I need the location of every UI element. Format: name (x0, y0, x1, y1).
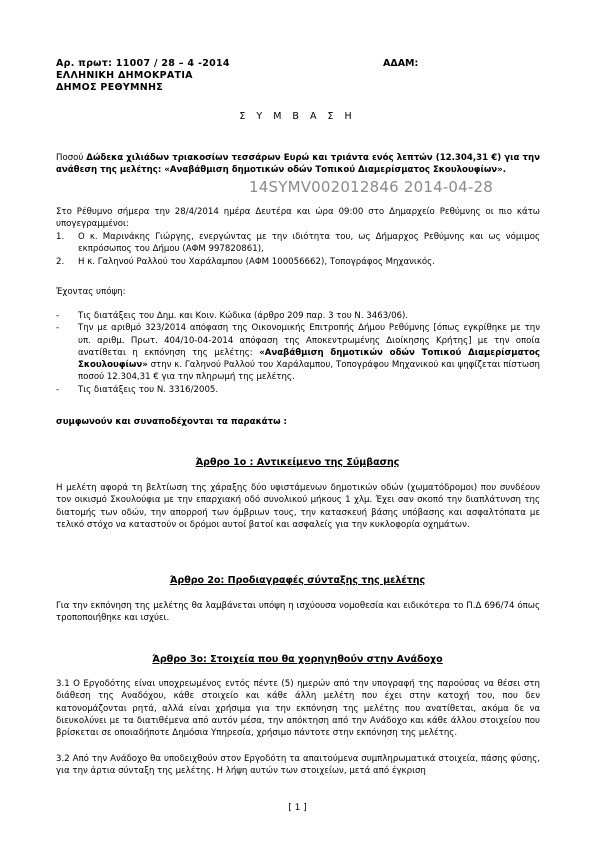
consideration-text: Τις διατάξεις του Δημ. και Κοιν. Κώδικα (άρθρο 209 παρ. 3 του Ν. 3463/06). (78, 311, 409, 321)
amount-paragraph (56, 152, 540, 177)
parties-list (56, 231, 540, 268)
amount-prefix: Ποσού (56, 153, 87, 163)
hellenic-republic: ΕΛΛΗΝΙΚΗ ΔΗΜΟΚΡΑΤΙΑ (56, 70, 193, 81)
article-2-heading: Άρθρο 2ο: Προδιαγραφές σύνταξης της μελέτης (169, 575, 426, 586)
article-3-paragraph-1: 3.1 Ο Εργοδότης είναι υποχρεωμένος εντός πέντε (5) ημερών από την υπογραφή της παρούσας να θέσει στη διάθεση της Αναδόχου, κάθε στοιχείο και κάθε άλλη μελέτη που έχει στην κατοχή του, που δεν κατονομάζονται ρητά, αλλά είναι χρήσιμα για την εκπόνηση της μελέτης που ανατίθεται, ακόμα δε να διευκολύνει με τα διατιθέμενα από αυτόν μέσα, την απόκτηση από την Ανάδοχο και κάθε άλλου στοιχείου που βρίσκεται σε οποιαδήποτε Δημόσια Υπηρεσία, χρήσιμο πάντοτε στην εκπόνηση της μελέτης. (56, 679, 540, 739)
agreement-statement: συμφωνούν και συναποδέχονται τα παρακάτω : (56, 417, 287, 427)
considering-label: Έχοντας υπόψη: (56, 287, 126, 297)
article-2-body: Για την εκπόνηση της μελέτης θα λαμβάνεται υπόψη η ισχύουσα νομοθεσία και ειδικότερα το Π.Δ 696/74 όπως τροποποιήθηκε και ισχύει. (56, 601, 540, 624)
list-item (56, 310, 540, 322)
consideration-text: Τις διατάξεις του Ν. 3316/2005. (78, 384, 219, 395)
adam-label: ΑΔΑΜ: (383, 58, 419, 69)
study-name: «Αναβάθμιση δημοτικών οδών Τοπικού Διαμερίσματος Σκουλουφίων» (78, 347, 540, 371)
document-title: Σ Υ Μ Β Α Σ Η (239, 111, 356, 122)
page-number: [ 1 ] (288, 803, 307, 813)
article-3-paragraph-2: 3.2 Από την Ανάδοχο θα υποδειχθούν στον Εργοδότη τα απαιτούμενα συμπληρωματικά στοιχεία, πάσης φύσης, για την άρτια σύνταξη της μελέτης. Η λήψη αυτών των στοιχείων, μετά από έγκριση (56, 754, 540, 777)
party-text: Ο κ. Μαρινάκης Γιώργης, ενεργώντας με την ιδιότητα του, ως Δήμαρχος Ρεθύμνης και ως νόμιμος εκπρόσωπος του Δήμου (ΑΦΜ 997820861), (78, 232, 540, 255)
consideration-text-pre: Την με αριθμό 323/2014 απόφαση της Οικονομικής Επιτροπής Δήμου Ρεθύμνης [όπως εγκρίθηκε με την υπ. αριθμ. Πρωτ. 404/10-04-2014 απόφαση της Αποκεντρωμένης Διοίκησης Κρήτης] με την οποία ανατίθεται η εκπόνηση της μελέτης: (78, 323, 540, 358)
considerations-list (56, 310, 540, 396)
party-text: Η κ. Γαληνού Ραλλού του Χαράλαμπου (ΑΦΜ 100056662), Τοπογράφος Μηχανικός. (78, 256, 435, 267)
list-item (56, 231, 540, 256)
list-item (56, 256, 540, 268)
list-item (56, 322, 540, 383)
list-marker: - (56, 311, 60, 321)
list-item (56, 384, 540, 396)
article-3-heading: Άρθρο 3ο: Στοιχεία που θα χορηγηθούν στην Ανάδοχο (152, 654, 443, 665)
list-marker: 2. (56, 256, 65, 267)
list-marker: - (56, 384, 60, 395)
municipality-name: ΔΗΜΟΣ ΡΕΘΥΜΝΗΣ (56, 82, 164, 93)
list-marker: 1. (56, 232, 65, 242)
intro-paragraph: Στο Ρέθυμνο σήμερα την 28/4/2014 ημέρα Δευτέρα και ώρα 09:00 στο Δημαρχείο Ρεθύμνης οι πιο κάτω υπογεγραμμένοι: (56, 207, 540, 230)
amount-text: Δώδεκα χιλιάδων τριακοσίων τεσσάρων Ευρώ και τριάντα ενός λεπτών (12.304,31 €) για την ανάθεση της μελέτης: «Αναβάθμιση δημοτικών οδών Τοπικού Διαμερίσματος Σκουλουφίων». (56, 153, 540, 176)
consideration-text-post: στην κ. Γαληνού Ραλλού του Χαράλαμπου, Τοπογράφου Μηχανικού και ψηφίζεται πίστωση ποσού 12.304,31 € για την πληρωμή της μελέτης. (78, 360, 540, 383)
protocol-number: Αρ. πρωτ: 11007 / 28 – 4 -2014 (56, 58, 230, 69)
article-1-heading: Άρθρο 1ο : Αντικείμενο της Σύμβασης (195, 457, 400, 468)
list-marker: - (56, 323, 60, 334)
reference-stamp: 14SYMV002012846 2014-04-28 (249, 178, 494, 196)
article-1-body: Η μελέτη αφορά τη βελτίωση της χάραξης δύο υφιστάμενων δημοτικών οδών (χωματόδρομοι) που συνδέουν τον οικισμό Σκουλούφια με την επαρχιακή οδό συνολικού μήκους 1 χλμ. Έχει σαν σκοπό την διαπλάτυνση της διατομής των οδών, την απορροή των όμβριων τους, την κατασκευή βάσης υπόβασης και ασφαλτόπατα με τελικό στόχο να καταστούν οι δρόμοι αυτοί βατοί και ασφαλείς για την κυκλοφορία οχημάτων. (56, 483, 540, 530)
